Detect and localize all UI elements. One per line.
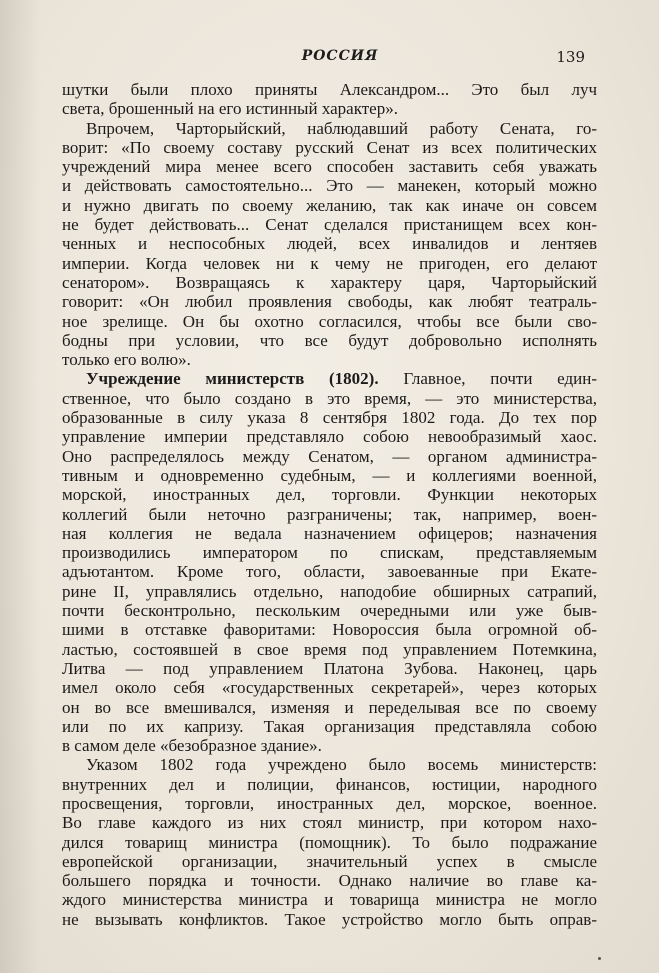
text-line: производились императором по спискам, представляемым — [62, 543, 597, 563]
running-title: РОССИЯ — [301, 48, 379, 64]
text-line: Во главе каждого из них стоял министр, при котором нахо- — [62, 813, 597, 833]
text-line: рине II, управлялись отдельно, наподобие обширных сатрапий, — [62, 581, 597, 601]
text-line: управление империи представляло собою невообразимый хаос. — [62, 427, 597, 447]
text-line: света, брошенный на его истинный характер». — [62, 99, 398, 119]
text-line: внутренних дел и полиции, финансов, юстиции, народного — [62, 774, 597, 794]
text-line: морской, иностранных дел, торговли. Функции некоторых — [62, 485, 597, 505]
text-line: ворит: «По своему составу русский Сенат из всех политических — [62, 137, 597, 157]
text-line: Указом 1802 года учреждено было восемь министерств: — [86, 755, 597, 775]
text-line: ченных и неспособных людей, всех инвалидов и лентяев — [62, 234, 597, 254]
text-line: учреждений мира менее всего способен заставить себя уважать — [62, 157, 597, 177]
page-header — [95, 48, 585, 70]
text-line: ждого министерства министра и товарища министра не могло — [62, 890, 597, 910]
text-line: говорит: «Он любил проявления свободы, как любят театраль- — [62, 292, 597, 312]
text-line: большего порядка и точности. Однако наличие во главе ка- — [62, 871, 597, 891]
text-line: почти бесконтрольно, пескольким очередными или уже быв- — [62, 601, 597, 621]
text-line: Литва — под управлением Платона Зубова. Наконец, царь — [62, 658, 597, 678]
text-line: и действовать самостоятельно... Это — манекен, который можно — [62, 176, 597, 196]
section-first-line — [62, 369, 597, 388]
text-line: шутки были плохо приняты Александром... Это был луч — [62, 80, 597, 99]
text-line: или по их капризу. Такая организация представляла собою — [62, 716, 597, 736]
text-line: бодны при условии, что все будут добровольно исполнять — [62, 330, 597, 350]
text-line: ная коллегия не ведала назначением офицеров; назначения — [62, 523, 597, 543]
page-text — [62, 80, 597, 929]
text-line: сенатором». Возвращаясь к характеру царя, Чарторыйский — [62, 272, 597, 292]
text-line: имел около себя «государственных секретарей», через которых — [62, 678, 597, 698]
text-line: Впрочем, Чарторыйский, наблюдавший работу Сената, го- — [86, 118, 597, 138]
page-number: 139 — [556, 48, 585, 66]
text-line: не вызывать конфликтов. Такое устройство могло быть оправ- — [62, 909, 597, 929]
text-line: европейской организации, значительный успех в смысле — [62, 851, 597, 871]
text-line: не будет действовать... Сенат сделался пристанищем всех кон- — [62, 215, 597, 235]
text-line: империи. Когда человек ни к чему не пригоден, его делают — [62, 253, 597, 273]
text-line: в самом деле «безобразное здание». — [62, 736, 322, 756]
text-line: Оно распределялось между Сенатом, — органом администра- — [62, 446, 597, 466]
text-line: ственное, что было создано в это время, — это министерства, — [62, 388, 597, 408]
text-line: дился товарищ министра (помощник). То было подражание — [62, 832, 597, 852]
text-line: тивным и одновременно судебным, — и коллегиями военной, — [62, 465, 597, 485]
text-line: только его волю». — [62, 350, 191, 370]
text-line: адъютантом. Кроме того, области, завоеванные при Екате- — [62, 562, 597, 582]
text-line: ластью, состоявшей в свое время под управлением Потемкина, — [62, 639, 597, 659]
section-heading: Учреждение министерств (1802). — [86, 369, 379, 389]
text-line: просвещения, торговли, иностранных дел, морское, военное. — [62, 793, 597, 813]
text-line: образованные в силу указа 8 сентября 1802 года. До тех пор — [62, 408, 597, 428]
printing-speck — [598, 957, 601, 960]
text-line: и нужно двигать по своему желанию, так как иначе он совсем — [62, 195, 597, 215]
text-line: он во все вмешивался, изменяя и переделывая все по своему — [62, 697, 597, 717]
text-line: коллегий были неточно разграничены; так, например, воен- — [62, 504, 597, 524]
binding-shadow — [0, 0, 40, 973]
text-fragment: Главное, почти един- — [403, 369, 597, 389]
text-line: ное зрелище. Он бы охотно согласился, чтобы все были сво- — [62, 311, 597, 331]
text-line: шими в отставке фаворитами: Новороссия была огромной об- — [62, 620, 597, 640]
